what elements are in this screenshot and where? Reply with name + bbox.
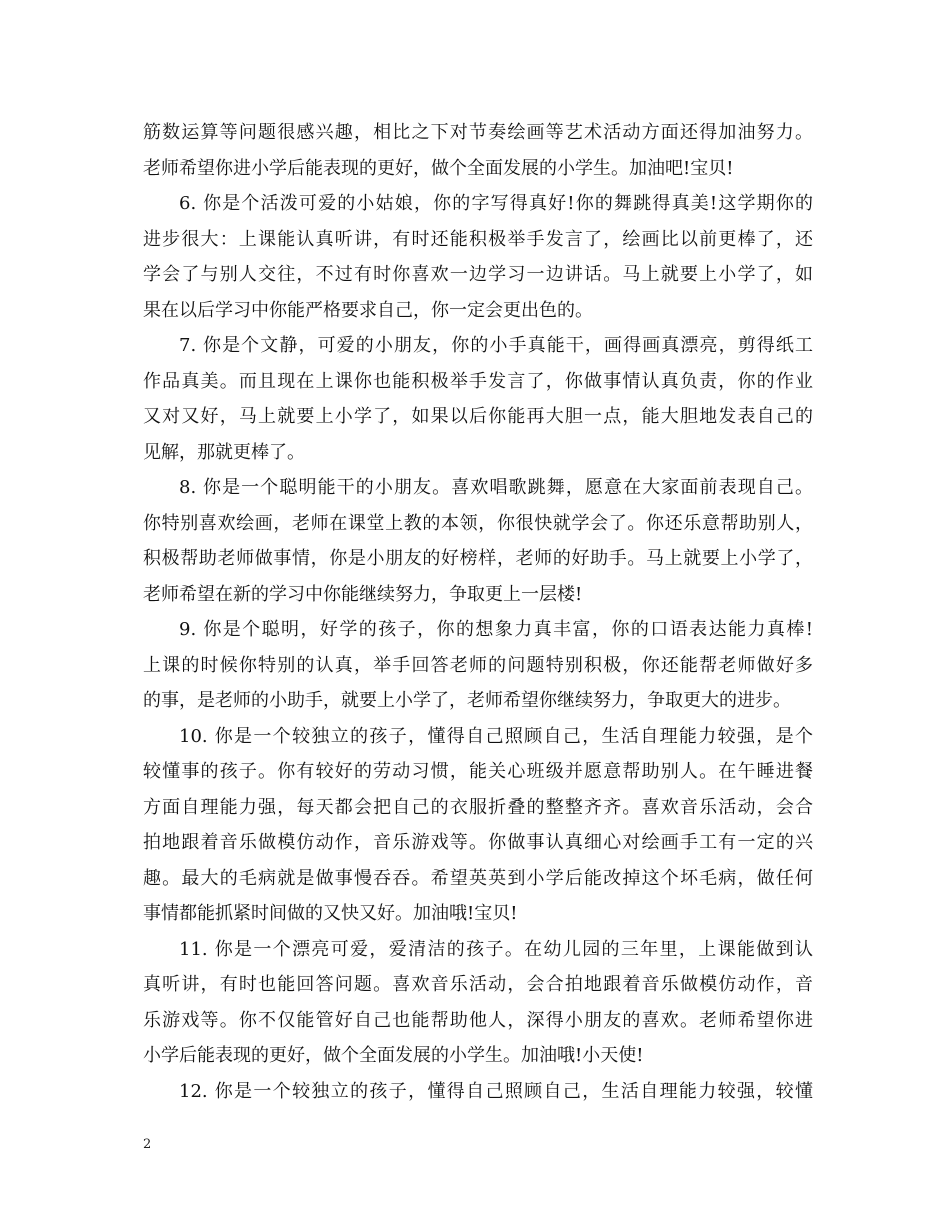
text-line: 12. 你是一个较独立的孩子，懂得自己照顾自己，生活自理能力较强，较懂 — [179, 1080, 813, 1102]
text-line: 拍地跟着音乐做模仿动作，音乐游戏等。你做事认真细心对绘画手工有一定的兴 — [143, 832, 813, 853]
text-line: 趣。最大的毛病就是做事慢吞吞。希望英英到小学后能改掉这个坏毛病，做任何 — [143, 867, 813, 889]
text-line: 作品真美。而且现在上课你也能积极举手发言了，你做事情认真负责，你的作业 — [143, 370, 813, 392]
text-line: 进步很大：上课能认真听讲，有时还能积极举手发言了，绘画比以前更棒了，还 — [143, 228, 813, 250]
document-body — [143, 115, 813, 1109]
text-line: 筋数运算等问题很感兴趣，相比之下对节奏绘画等艺术活动方面还得加油努力。 — [143, 122, 813, 143]
paragraph — [143, 932, 813, 1074]
text-line: 6. 你是个活泼可爱的小姑娘，你的字写得真好!你的舞跳得真美!这学期你的 — [179, 193, 813, 214]
paragraph — [143, 186, 813, 328]
text-line: 事情都能抓紧时间做的又快又好。加油哦!宝贝! — [143, 903, 518, 924]
text-line: 上课的时候你特别的认真，举手回答老师的问题特别积极，你还能帮老师做好多 — [143, 654, 813, 676]
text-line: 又对又好，马上就要上小学了，如果以后你能再大胆一点，能大胆地发表自己的 — [143, 406, 813, 427]
text-line: 见解，那就更棒了。 — [143, 441, 305, 463]
text-line: 7. 你是个文静，可爱的小朋友，你的小手真能干，画得画真漂亮，剪得纸工 — [179, 335, 813, 356]
text-line: 老师希望你进小学后能表现的更好，做个全面发展的小学生。加油吧!宝贝! — [143, 157, 734, 179]
text-line: 小学后能表现的更好，做个全面发展的小学生。加油哦!小天使! — [143, 1045, 644, 1066]
paragraph — [143, 115, 813, 186]
text-line: 你特别喜欢绘画，老师在课堂上教的本领，你很快就学会了。你还乐意帮助别人， — [143, 512, 813, 534]
paragraph — [143, 719, 813, 932]
text-line: 积极帮助老师做事情，你是小朋友的好榜样，老师的好助手。马上就要上小学了， — [143, 548, 813, 569]
text-line: 学会了与别人交往，不过有时你喜欢一边学习一边讲话。马上就要上小学了，如 — [143, 264, 813, 285]
text-line: 较懂事的孩子。你有较好的劳动习惯，能关心班级并愿意帮助别人。在午睡进餐 — [143, 761, 813, 782]
paragraph — [143, 470, 813, 612]
text-line: 果在以后学习中你能严格要求自己，你一定会更出色的。 — [143, 299, 593, 321]
text-line: 9. 你是个聪明，好学的孩子，你的想象力真丰富，你的口语表达能力真棒! — [179, 619, 813, 640]
text-line: 真听讲，有时也能回答问题。喜欢音乐活动，会合拍地跟着音乐做模仿动作，音 — [143, 974, 813, 995]
paragraph — [143, 328, 813, 470]
text-line: 11. 你是一个漂亮可爱，爱清洁的孩子。在幼儿园的三年里，上课能做到认 — [179, 938, 813, 960]
page-number: 2 — [143, 1137, 152, 1152]
text-line: 乐游戏等。你不仅能管好自己也能帮助他人，深得小朋友的喜欢。老师希望你进 — [143, 1009, 813, 1031]
paragraph — [143, 1074, 813, 1110]
text-line: 方面自理能力强，每天都会把自己的衣服折叠的整整齐齐。喜欢音乐活动，会合 — [143, 796, 813, 818]
paragraph — [143, 612, 813, 719]
text-line: 10. 你是一个较独立的孩子，懂得自己照顾自己，生活自理能力较强，是个 — [179, 725, 813, 747]
text-line: 8. 你是一个聪明能干的小朋友。喜欢唱歌跳舞，愿意在大家面前表现自己。 — [179, 477, 813, 498]
text-line: 老师希望在新的学习中你能继续努力，争取更上一层楼! — [143, 583, 583, 605]
text-line: 的事，是老师的小助手，就要上小学了，老师希望你继续努力，争取更大的进步。 — [143, 690, 791, 711]
